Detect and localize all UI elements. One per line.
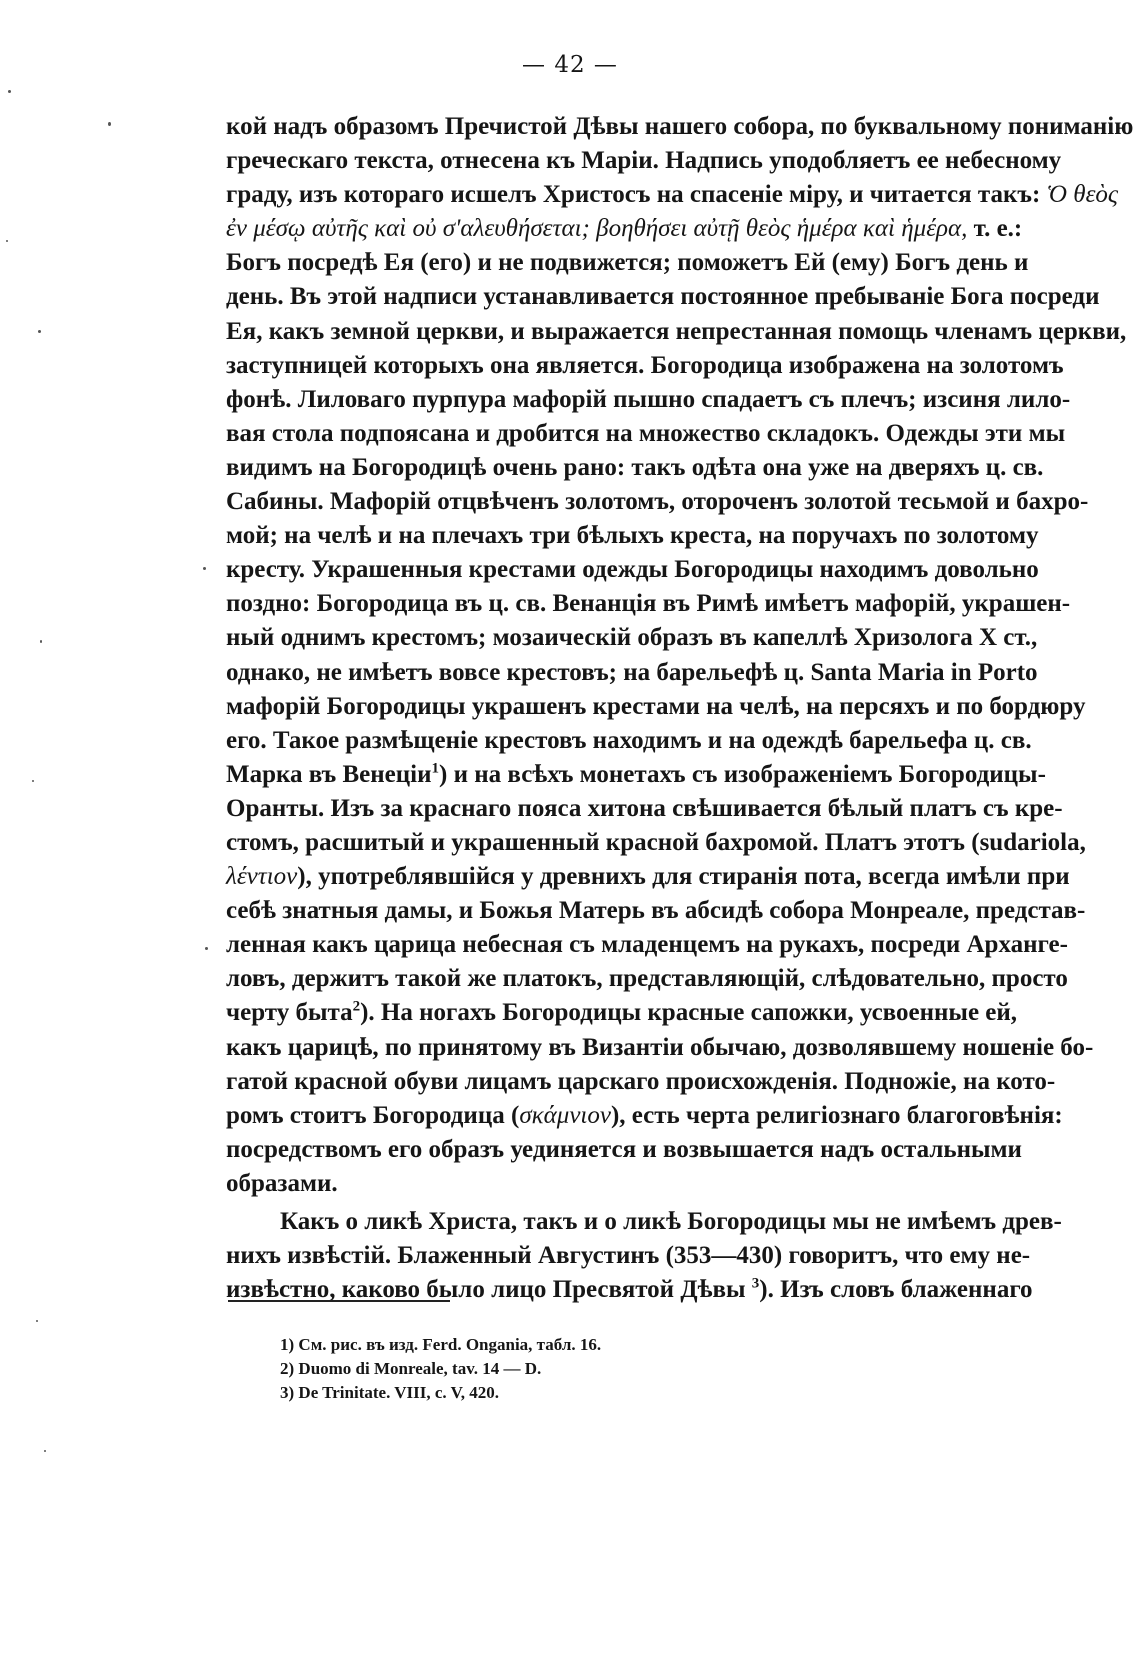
text-fragment: извѣстно, каково было лицо Пресвятой Дѣвы [226, 1276, 746, 1304]
scan-speck [36, 1320, 38, 1322]
text-line: Какъ о ликѣ Христа, такъ и о ликѣ Богородицы мы не имѣемъ древ- [280, 1208, 1062, 1235]
text-line: мафорiй Богородицы украшенъ крестами на челѣ, на персяхъ и по бордюру [226, 692, 1086, 720]
scan-speck [108, 122, 111, 126]
text-line: гатой красной обуви лицамъ царскаго происхожденiя. Подножiе, на кото- [226, 1067, 1056, 1095]
scan-speck [203, 567, 206, 570]
text-fragment: ). Изъ словъ блаженнаго [759, 1276, 1033, 1304]
text-line [226, 178, 1119, 212]
page-number: — 42 — [522, 52, 618, 78]
text-line: ленная какъ царица небесная съ младенцемъ на рукахъ, посреди Арханге- [226, 931, 1068, 959]
scan-speck [205, 947, 208, 950]
text-line: стомъ, расшитый и украшенный красной бахромой. Платъ этотъ (sudariola, [226, 828, 1086, 856]
scan-speck [6, 240, 8, 242]
text-line [226, 1273, 1033, 1307]
text-line: день. Въ этой надписи устанавливается постоянное пребыванiе Бога посреди [226, 283, 1100, 311]
footnotes [280, 1333, 601, 1405]
text-line: мой; на челѣ и на плечахъ три бѣлыхъ креста, на поручахъ по золотому [226, 522, 1039, 550]
text-fragment: ромъ стоитъ Богородица ( [226, 1101, 520, 1129]
scan-speck [8, 90, 11, 93]
text-line: кресту. Украшенныя крестами одежды Богородицы находимъ довольно [226, 556, 1039, 584]
text-line: фонѣ. Лиловаго пурпура мафорiй пышно спадаетъ съ плечъ; изсиня лило- [226, 385, 1071, 413]
text-line [226, 1099, 1063, 1133]
text-line: Богъ посредѣ Ея (его) и не подвижется; поможетъ Ей (ему) Богъ день и [226, 249, 1029, 277]
text-line [226, 758, 1046, 792]
text-line: Оранты. Изъ за краснаго пояса хитона свѣшивается бѣлый платъ съ кре- [226, 794, 1063, 822]
footnote: 1) См. рис. въ изд. Ferd. Ongania, табл. 16. [280, 1335, 602, 1354]
scan-speck [40, 640, 42, 643]
greek-text: λέντιον [226, 863, 298, 891]
text-line: нихъ извѣстiй. Блаженный Августинъ (353—430) говоритъ, что ему не- [226, 1242, 1031, 1270]
text-fragment: ), употреблявшiйся у древнихъ для стиранiя пота, всегда имѣли при [297, 863, 1070, 891]
text-line [226, 996, 1018, 1030]
text-line: его. Такое размѣщенiе крестовъ находимъ и на одеждѣ барельефа ц. св. [226, 726, 1032, 754]
footnote-ref: 3 [751, 1275, 760, 1292]
text-line: вая стола подпоясана и дробится на множество складокъ. Одежды эти мы [226, 419, 1066, 447]
scan-speck [32, 780, 34, 782]
footnote: 2) Duomo di Monreale, tav. 14 — D. [280, 1359, 542, 1378]
text-line: посредствомъ его образъ уединяется и возвышается надъ остальными [226, 1135, 1022, 1163]
text-line: себѣ знатныя дамы, и Божья Матерь въ абсидѣ собора Монреале, представ- [226, 897, 1086, 925]
text-fragment: черту быта [226, 999, 353, 1027]
text-line: греческаго текста, отнесена къ Марiи. Надпись уподобляетъ ее небесному [226, 147, 1062, 175]
text-line: ловъ, держитъ такой же платокъ, представляющiй, слѣдовательно, просто [226, 965, 1068, 993]
text-fragment: граду, изъ котораго исшелъ Христосъ на спасенiе мiру, и читается такъ: [226, 181, 1041, 209]
footnote-ref: 1 [431, 760, 440, 777]
body-text [226, 110, 1134, 1307]
text-line: однако, не имѣетъ вовсе крестовъ; на барельефѣ ц. Santa Maria in Porto [226, 658, 1038, 686]
scan-speck [44, 1450, 46, 1452]
text-line: какъ царицѣ, по принятому въ Византiи обычаю, дозволявшему ношенiе бо- [226, 1033, 1094, 1061]
text-fragment: ). На ногахъ Богородицы красные сапожки, усвоенные ей, [360, 999, 1018, 1027]
text-line [226, 212, 1023, 246]
footnote-ref: 2 [352, 999, 361, 1016]
text-line: заступницей которыхъ она является. Богородица изображена на золотомъ [226, 351, 1064, 379]
footnote: 3) De Trinitate. VIII, c. V, 420. [280, 1383, 499, 1402]
greek-text: ἐν μέσῳ αὐτῆς καὶ οὐ σ'αλευθήσεται; βοηθήσει αὐτῇ θεὸς ἡμέρα καὶ ἡμέρα, [226, 215, 968, 243]
text-line: кой надъ образомъ Пречистой Дѣвы нашего собора, по буквальному пониманiю [226, 113, 1134, 140]
text-line: Ея, какъ земной церкви, и выражается непрестанная помощь членамъ церкви, [226, 317, 1127, 345]
text-line: поздно: Богородица въ ц. св. Венанцiя въ Римѣ имѣетъ мафорiй, украшен- [226, 590, 1071, 618]
text-fragment: т. е.: [973, 215, 1023, 243]
text-line: образами. [226, 1169, 338, 1197]
text-line: Сабины. Мафорiй отцвѣченъ золотомъ, отороченъ золотой тесьмой и бахро- [226, 488, 1089, 516]
text-fragment: ), есть черта религiознаго благоговѣнiя: [610, 1101, 1063, 1129]
text-line: видимъ на Богородицѣ очень рано: такъ одѣта она уже на дверяхъ ц. св. [226, 453, 1044, 481]
text-line: ный однимъ крестомъ; мозаическiй образъ въ капеллѣ Хризолога X ст., [226, 624, 1038, 652]
text-fragment: Марка въ Венецiи [226, 760, 432, 788]
text-fragment: ) и на всѣхъ монетахъ съ изображенiемъ Богородицы- [439, 760, 1046, 788]
footnote-divider [228, 1300, 450, 1302]
scan-speck [38, 330, 41, 333]
text-line [226, 860, 1070, 894]
greek-text: Ὁ θεὸς [1046, 181, 1119, 209]
greek-text: σκάμνιον [519, 1101, 611, 1129]
